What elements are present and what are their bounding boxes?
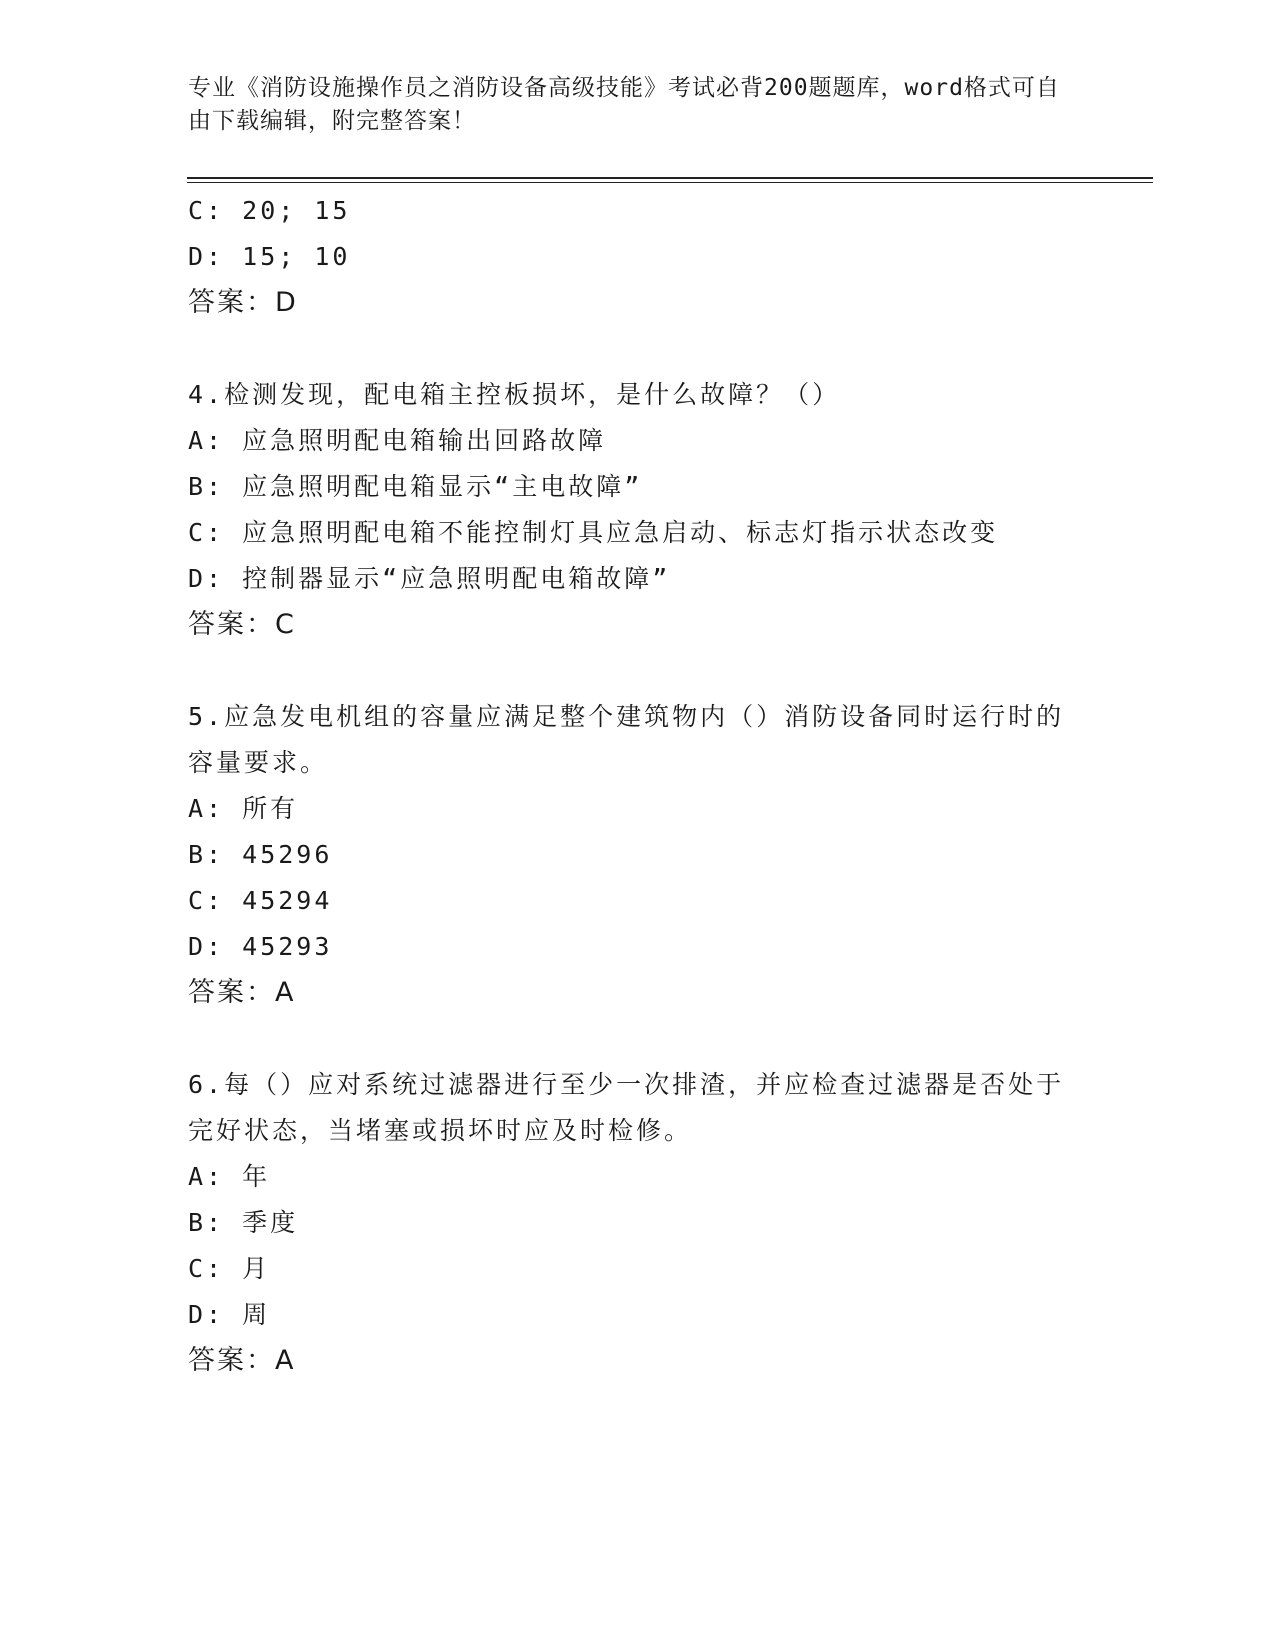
question-text: 6.每（）应对系统过滤器进行至少一次排渣，并应检查过滤器是否处于完好状态，当堵塞或损坏时应及时检修。	[188, 1070, 1065, 1145]
option-line: C: 20; 15	[188, 196, 351, 225]
option-line: B: 应急照明配电箱显示“主电故障”	[188, 472, 643, 501]
option-line: A: 应急照明配电箱输出回路故障	[188, 426, 607, 455]
option-line: C: 月	[188, 1254, 271, 1283]
option-line: C: 应急照明配电箱不能控制灯具应急启动、标志灯指示状态改变	[188, 518, 999, 547]
option-line: A: 年	[188, 1162, 271, 1191]
question-text: 4.检测发现，配电箱主控板损坏，是什么故障？（）	[188, 380, 841, 409]
answer-line: 答案：D	[188, 287, 298, 318]
document-body	[188, 188, 1088, 1384]
option-line: D: 45293	[188, 932, 333, 961]
header-rule-thin	[187, 182, 1153, 183]
answer-line: 答案：C	[188, 609, 296, 640]
option-line: A: 所有	[188, 794, 299, 823]
option-line: B: 45296	[188, 840, 333, 869]
option-line: C: 45294	[188, 886, 333, 915]
question-text: 5.应急发电机组的容量应满足整个建筑物内（）消防设备同时运行时的容量要求。	[188, 702, 1065, 777]
answer-line: 答案：A	[188, 977, 296, 1008]
header-rule-thick	[187, 177, 1153, 179]
option-line: D: 控制器显示“应急照明配电箱故障”	[188, 564, 671, 593]
document-header: 专业《消防设施操作员之消防设备高级技能》考试必背200题题库，word格式可自由下载编辑，附完整答案！	[188, 75, 1060, 134]
option-line: D: 15; 10	[188, 242, 351, 271]
option-line: D: 周	[188, 1300, 271, 1329]
answer-line: 答案：A	[188, 1345, 296, 1376]
option-line: B: 季度	[188, 1208, 299, 1237]
